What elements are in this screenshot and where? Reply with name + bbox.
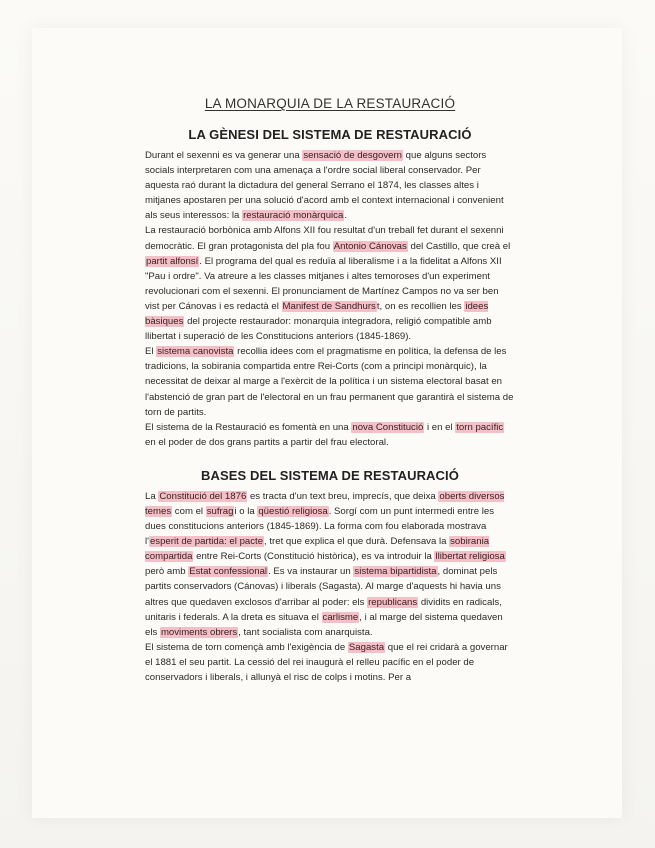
- highlighted-term: idees bàsiques: [145, 300, 489, 328]
- text-run: es tracta d'un text breu, imprecís, que deixa: [247, 490, 439, 502]
- highlighted-term: Sagasta: [348, 641, 385, 653]
- paragraph: [145, 489, 515, 640]
- text-run: però amb: [145, 566, 189, 578]
- text-run: El: [145, 346, 157, 358]
- text-run: . Es va instaurar un: [268, 566, 354, 578]
- highlighted-term: Antonio Cánovas: [333, 240, 407, 252]
- text-run: en el poder de dos grans partits a partir del frau electoral.: [145, 436, 389, 448]
- text-run: , tant socialista com anarquista.: [238, 626, 373, 638]
- text-run: del projecte restaurador: monarquia integradora, religió compatible amb llibertat i superació de les Constitucions anteriors (1845-1869).: [145, 316, 492, 343]
- highlighted-term: llibertat religiosa: [435, 551, 505, 563]
- paragraph: [145, 223, 515, 344]
- text-run: com el: [172, 505, 206, 517]
- highlighted-term: sistema bipartidista: [354, 566, 437, 578]
- text-run: Durant el sexenni es va generar una: [145, 150, 303, 161]
- text-run: que alguns sectors socials interpretaren com una amenaça a l'ordre social liberal conservador. Per aquesta raó durant la dictadura del general Serrano el 1874, les classes altes i mitjanes apostaren per una solució d'acord amb el context internacional i convenient als seus interessos: la: [145, 150, 504, 222]
- highlighted-term: sistema canovista: [157, 346, 234, 358]
- text-run: dividits en radicals, unitaris i federals. A la dreta es situava el: [145, 596, 502, 623]
- text-run: . El programa del qual es reduïa al liberalisme i a la fidelitat a Alfons XII "Pau i ordre". Va atreure a les classes mitjanes i altes temoroses d'un experiment revolucionari com el sexenni. El pronunciament de Martínez Campos no va ser ben vist per Cánovas i es redactà el: [145, 255, 502, 312]
- highlighted-term: sufrag: [206, 505, 234, 517]
- highlighted-term: moviments obrers: [160, 626, 238, 638]
- text-run: La: [145, 490, 159, 502]
- text-run: recollia idees com el pragmatisme en política, la defensa de les tradicions, la sobirania compartida entre Rei-Corts (com a principi monàrquic), la necessitat de deixar al marge a l'exèrcit de la política i un sistema electoral basat en l'abstenció de gran part de l'electoral en un frau permanent que garantirà el sistema de torn de partits.: [145, 346, 514, 418]
- document-title: LA MONARQUIA DE LA RESTAURACIÓ: [204, 96, 456, 111]
- text-run: , tret que explica el que durà. Defensava la: [264, 536, 450, 548]
- highlighted-term: republicans: [368, 596, 418, 608]
- highlighted-term: oberts diversos temes: [145, 490, 505, 517]
- highlighted-term: partit alfonsí: [146, 255, 199, 267]
- section-title-genesi: LA GÈNESI DEL SISTEMA DE RESTAURACIÓ: [188, 127, 472, 142]
- highlighted-term: sobirania compartida: [145, 536, 490, 563]
- paragraph: [145, 344, 515, 419]
- section-genesi-body: [145, 148, 515, 450]
- highlighted-term: qüestió religiosa: [258, 505, 328, 517]
- text-run: , dominat pels partits conservadors (Cánovas) i liberals (Sagasta). Al marge d'aquests hi havia uns altres que quedaven exclosos d'arribar al poder: els: [145, 566, 501, 608]
- highlighted-term: Manifest de Sandhurs: [282, 300, 376, 312]
- highlighted-term: Estat confessional: [189, 566, 268, 578]
- document-body: [145, 96, 515, 685]
- text-run: . Sorgí com un punt intermedi entre les dues constitucions anteriors (1845-1869). La forma com fou elaborada mostrava l': [145, 505, 494, 548]
- text-run: i en el: [424, 421, 456, 433]
- text-run: La restauració borbònica amb Alfons XII fou resultat d'un treball fet durant el sexenni democràtic. El gran protagonista del pla fou: [145, 225, 504, 252]
- text-run: .: [344, 210, 347, 222]
- paragraph: [145, 420, 515, 450]
- highlighted-term: esperit de partida: el pacte: [149, 536, 264, 548]
- highlighted-term: carlisme: [322, 611, 359, 623]
- highlighted-term: sensació de desgovern: [303, 150, 402, 161]
- highlighted-term: torn pacífic: [456, 421, 504, 433]
- text-run: entre Rei-Corts (Constitució històrica), es va introduir la: [193, 551, 435, 563]
- section-title-bases: BASES DEL SISTEMA DE RESTAURACIÓ: [201, 467, 459, 483]
- text-run: que el rei cridarà a governar el 1881 el seu partit. La cessió del rei inaugurà el relleu pacífic en el poder de conservadors i liberals, i allunyà el risc de colps i motins. Per a: [145, 641, 508, 683]
- text-run: i o la: [234, 505, 258, 517]
- text-run: El sistema de torn començà amb l'exigència de: [145, 641, 348, 653]
- paragraph: [145, 148, 515, 223]
- highlighted-term: nova Constitució: [352, 421, 424, 433]
- text-run: del Castillo, que creà el: [407, 240, 511, 252]
- section-bases-body: [145, 489, 515, 685]
- text-run: t, on es recollien les: [376, 300, 465, 312]
- text-run: El sistema de la Restauració es fomentà en una: [145, 421, 352, 433]
- highlighted-term: Constitució del 1876: [159, 490, 247, 502]
- text-run: , i al marge del sistema quedaven els: [145, 611, 503, 638]
- highlighted-term: restauració monàrquica: [243, 210, 344, 222]
- paragraph: [145, 640, 515, 685]
